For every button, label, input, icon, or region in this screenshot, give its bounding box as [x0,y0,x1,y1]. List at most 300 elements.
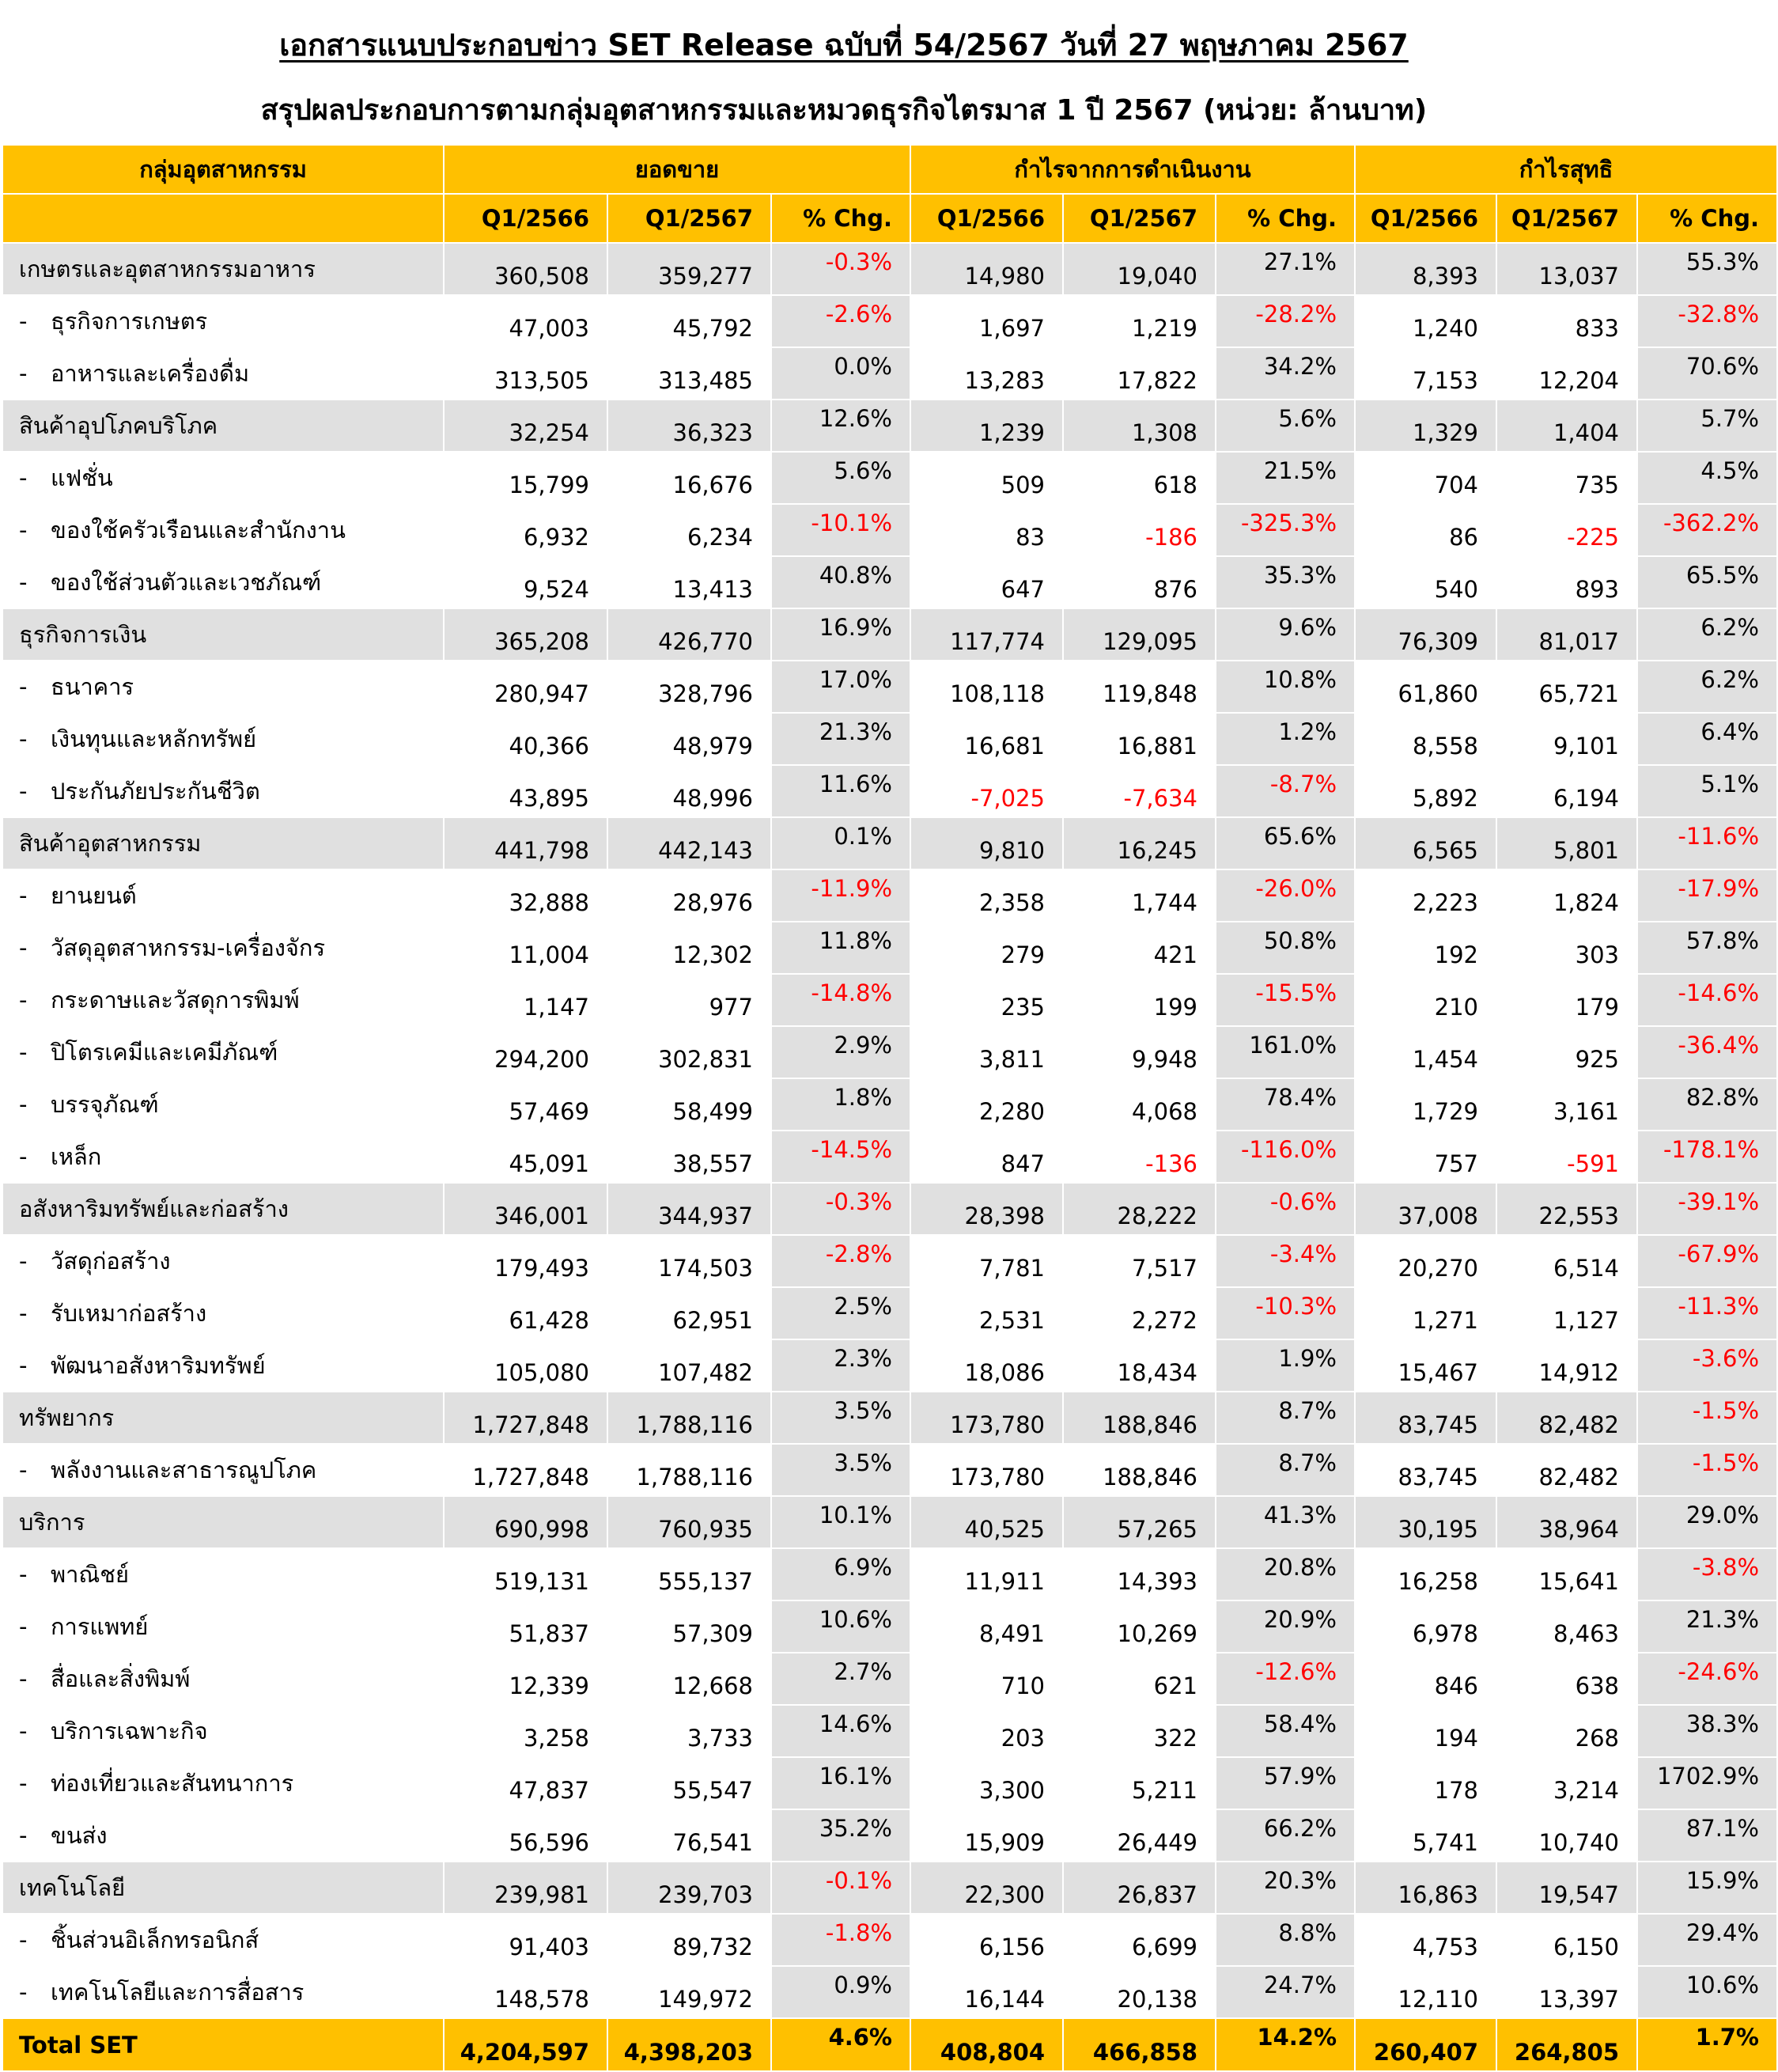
cell-net-q1-2566: 4,753 [1355,1914,1496,1966]
cell-op-q1-2566: 203 [910,1705,1063,1757]
cell-net-q1-2566: 16,863 [1355,1862,1496,1914]
cell-sales-chg: 14.6% [771,1705,910,1757]
row-label-text: ของใช้ส่วนตัวและเวชภัณฑ์ [51,569,322,596]
cell-op-q1-2567: 4,068 [1063,1078,1216,1131]
cell-sales-chg: 2.3% [771,1339,910,1392]
row-label-text: บรรจุภัณฑ์ [51,1091,159,1118]
header-sales-q-prev: Q1/2566 [444,194,607,243]
cell-sales-q1-2566: 4,204,597 [444,2018,607,2071]
row-bullet-dash: - [19,778,28,805]
cell-net-q1-2566: 846 [1355,1653,1496,1705]
cell-op-q1-2567: 17,822 [1063,347,1216,400]
row-label [2,608,444,661]
cell-sales-q1-2566: 47,003 [444,295,607,347]
cell-op-chg: 9.6% [1216,608,1355,661]
cell-sales-chg: 5.6% [771,452,910,504]
cell-op-q1-2566: 1,697 [910,295,1063,347]
cell-sales-q1-2566: 32,888 [444,869,607,922]
cell-net-chg: 6.2% [1637,661,1777,713]
cell-sales-q1-2566: 519,131 [444,1548,607,1600]
cell-net-q1-2567: 893 [1496,556,1637,608]
cell-net-q1-2567: 12,204 [1496,347,1637,400]
cell-sales-chg: 10.1% [771,1496,910,1548]
header-net-chg: % Chg. [1637,194,1777,243]
cell-op-q1-2566: 117,774 [910,608,1063,661]
cell-sales-q1-2567: 1,788,116 [607,1392,771,1444]
cell-sales-q1-2567: 760,935 [607,1496,771,1548]
row-bullet-dash: - [19,1822,28,1849]
cell-net-q1-2567: -225 [1496,504,1637,556]
cell-op-chg: 58.4% [1216,1705,1355,1757]
cell-sales-q1-2567: 4,398,203 [607,2018,771,2071]
subcategory-row [2,1548,1777,1600]
cell-op-q1-2567: 2,272 [1063,1287,1216,1339]
cell-sales-q1-2567: 239,703 [607,1862,771,1914]
row-bullet-dash: - [19,725,28,752]
cell-sales-q1-2566: 105,080 [444,1339,607,1392]
cell-sales-chg: 2.5% [771,1287,910,1339]
cell-op-chg: 57.9% [1216,1757,1355,1809]
cell-net-q1-2566: 178 [1355,1757,1496,1809]
row-label [2,1914,444,1966]
cell-net-q1-2566: 20,270 [1355,1235,1496,1287]
header-op-chg: % Chg. [1216,194,1355,243]
cell-sales-q1-2566: 1,147 [444,974,607,1026]
cell-sales-q1-2566: 12,339 [444,1653,607,1705]
row-bullet-dash: - [19,1143,28,1170]
row-label-text: กระดาษและวัสดุการพิมพ์ [51,987,300,1013]
row-label-text: พาณิชย์ [51,1561,129,1588]
cell-net-q1-2567: -591 [1496,1131,1637,1183]
cell-net-q1-2566: 5,892 [1355,765,1496,817]
cell-op-chg: -12.6% [1216,1653,1355,1705]
row-label-text: ชิ้นส่วนอิเล็กทรอนิกส์ [51,1926,259,1953]
header-net-q-curr: Q1/2567 [1496,194,1637,243]
row-bullet-dash: - [19,1456,28,1483]
row-label-text: วัสดุอุตสาหกรรม-เครื่องจักร [51,934,326,961]
cell-sales-q1-2566: 690,998 [444,1496,607,1548]
cell-sales-chg: 11.6% [771,765,910,817]
cell-net-q1-2567: 13,397 [1496,1966,1637,2018]
row-label-text: ท่องเที่ยวและสันทนาการ [51,1770,294,1797]
cell-net-chg: 1.7% [1637,2018,1777,2071]
cell-op-q1-2567: 14,393 [1063,1548,1216,1600]
cell-sales-chg: 16.9% [771,608,910,661]
cell-sales-q1-2567: 45,792 [607,295,771,347]
cell-net-chg: -36.4% [1637,1026,1777,1078]
cell-op-chg: 8.7% [1216,1444,1355,1496]
cell-net-q1-2567: 638 [1496,1653,1637,1705]
cell-op-chg: -116.0% [1216,1131,1355,1183]
cell-sales-q1-2567: 344,937 [607,1183,771,1235]
cell-sales-q1-2567: 359,277 [607,243,771,295]
cell-sales-chg: 21.3% [771,713,910,765]
subcategory-row [2,922,1777,974]
cell-sales-q1-2567: 555,137 [607,1548,771,1600]
cell-net-q1-2566: 1,240 [1355,295,1496,347]
row-label-text: สื่อและสิ่งพิมพ์ [51,1665,191,1692]
cell-sales-chg: 3.5% [771,1444,910,1496]
cell-net-q1-2567: 82,482 [1496,1444,1637,1496]
cell-net-q1-2567: 13,037 [1496,243,1637,295]
row-label-text: ประกันภัยประกันชีวิต [51,778,260,805]
cell-sales-q1-2567: 28,976 [607,869,771,922]
cell-op-chg: -8.7% [1216,765,1355,817]
row-bullet-dash: - [19,1300,28,1327]
cell-op-q1-2566: 173,780 [910,1392,1063,1444]
cell-net-q1-2566: 6,978 [1355,1600,1496,1653]
cell-op-q1-2567: 28,222 [1063,1183,1216,1235]
cell-op-q1-2566: 83 [910,504,1063,556]
cell-op-q1-2566: 28,398 [910,1183,1063,1235]
cell-op-q1-2567: 26,837 [1063,1862,1216,1914]
header-sales: ยอดขาย [444,145,910,194]
cell-op-q1-2566: 14,980 [910,243,1063,295]
subcategory-row [2,1235,1777,1287]
cell-op-q1-2566: 8,491 [910,1600,1063,1653]
category-row [2,1183,1777,1235]
row-label-text: พัฒนาอสังหาริมทรัพย์ [51,1352,266,1379]
subcategory-row [2,1339,1777,1392]
cell-sales-q1-2566: 6,932 [444,504,607,556]
header-net-q-prev: Q1/2566 [1355,194,1496,243]
row-label [2,1600,444,1653]
cell-net-chg: 5.7% [1637,400,1777,452]
cell-sales-q1-2567: 12,302 [607,922,771,974]
cell-net-q1-2566: 192 [1355,922,1496,974]
cell-op-chg: 65.6% [1216,817,1355,869]
cell-sales-q1-2567: 16,676 [607,452,771,504]
row-label [2,2018,444,2071]
cell-op-chg: 78.4% [1216,1078,1355,1131]
cell-op-q1-2567: -7,634 [1063,765,1216,817]
cell-sales-q1-2566: 32,254 [444,400,607,452]
cell-op-q1-2566: 13,283 [910,347,1063,400]
cell-op-q1-2567: -186 [1063,504,1216,556]
row-label [2,1235,444,1287]
cell-net-q1-2566: 210 [1355,974,1496,1026]
cell-op-chg: -0.6% [1216,1183,1355,1235]
cell-op-q1-2566: 9,810 [910,817,1063,869]
cell-sales-chg: 4.6% [771,2018,910,2071]
cell-net-q1-2566: 61,860 [1355,661,1496,713]
row-label [2,974,444,1026]
total-row [2,2018,1777,2071]
cell-sales-q1-2567: 62,951 [607,1287,771,1339]
cell-sales-q1-2567: 107,482 [607,1339,771,1392]
cell-net-q1-2566: 8,558 [1355,713,1496,765]
cell-net-chg: 57.8% [1637,922,1777,974]
row-label [2,765,444,817]
cell-sales-chg: 2.9% [771,1026,910,1078]
row-label [2,1757,444,1809]
cell-op-chg: 24.7% [1216,1966,1355,2018]
cell-net-q1-2566: 7,153 [1355,347,1496,400]
cell-net-q1-2567: 38,964 [1496,1496,1637,1548]
cell-op-chg: 1.9% [1216,1339,1355,1392]
cell-sales-chg: -11.9% [771,869,910,922]
cell-op-chg: 14.2% [1216,2018,1355,2071]
row-label [2,1809,444,1862]
cell-sales-q1-2567: 48,979 [607,713,771,765]
row-bullet-dash: - [19,1979,28,2006]
row-bullet-dash: - [19,1352,28,1379]
cell-net-chg: -11.3% [1637,1287,1777,1339]
cell-op-q1-2567: 57,265 [1063,1496,1216,1548]
category-row [2,243,1777,295]
row-label-text: บริการเฉพาะกิจ [51,1718,208,1744]
row-label-text: เกษตรและอุตสาหกรรมอาหาร [19,256,316,282]
row-label-text: แฟชั่น [51,464,113,491]
cell-op-chg: 41.3% [1216,1496,1355,1548]
cell-net-q1-2566: 194 [1355,1705,1496,1757]
cell-op-q1-2566: 2,531 [910,1287,1063,1339]
row-label [2,661,444,713]
cell-sales-q1-2567: 149,972 [607,1966,771,2018]
cell-op-q1-2566: 18,086 [910,1339,1063,1392]
cell-op-q1-2567: 18,434 [1063,1339,1216,1392]
cell-net-chg: -178.1% [1637,1131,1777,1183]
cell-sales-q1-2567: 55,547 [607,1757,771,1809]
cell-net-q1-2566: 260,407 [1355,2018,1496,2071]
cell-sales-q1-2566: 148,578 [444,1966,607,2018]
cell-op-q1-2567: 1,744 [1063,869,1216,922]
row-label [2,1496,444,1548]
subcategory-row [2,1444,1777,1496]
cell-net-chg: -39.1% [1637,1183,1777,1235]
row-bullet-dash: - [19,987,28,1013]
cell-op-q1-2567: 10,269 [1063,1600,1216,1653]
document-title: เอกสารแนบประกอบข่าว SET Release ฉบับที่ 54/2567 วันที่ 27 พฤษภาคม 2567 [279,28,1409,63]
cell-sales-q1-2566: 11,004 [444,922,607,974]
subcategory-row [2,1705,1777,1757]
cell-op-chg: 10.8% [1216,661,1355,713]
subcategory-row [2,1809,1777,1862]
results-table [2,144,1778,2072]
row-label-text: ธนาคาร [51,673,134,700]
cell-op-q1-2566: 1,239 [910,400,1063,452]
cell-net-q1-2567: 1,127 [1496,1287,1637,1339]
row-label-text: รับเหมาก่อสร้าง [51,1300,207,1327]
row-label [2,1339,444,1392]
cell-op-q1-2567: 9,948 [1063,1026,1216,1078]
cell-op-q1-2566: 2,358 [910,869,1063,922]
row-label [2,713,444,765]
cell-sales-q1-2566: 61,428 [444,1287,607,1339]
cell-sales-q1-2566: 1,727,848 [444,1444,607,1496]
subcategory-row [2,1287,1777,1339]
cell-sales-chg: -10.1% [771,504,910,556]
cell-op-q1-2566: 15,909 [910,1809,1063,1862]
cell-net-chg: -362.2% [1637,504,1777,556]
cell-net-q1-2566: 1,729 [1355,1078,1496,1131]
cell-net-chg: -67.9% [1637,1235,1777,1287]
cell-sales-q1-2566: 40,366 [444,713,607,765]
row-bullet-dash: - [19,1039,28,1066]
cell-op-q1-2566: 11,911 [910,1548,1063,1600]
cell-sales-q1-2566: 280,947 [444,661,607,713]
cell-op-chg: -325.3% [1216,504,1355,556]
row-label-text: ทรัพยากร [19,1404,115,1431]
cell-sales-q1-2566: 91,403 [444,1914,607,1966]
cell-op-q1-2566: 647 [910,556,1063,608]
cell-op-q1-2567: 16,245 [1063,817,1216,869]
cell-sales-chg: 0.0% [771,347,910,400]
row-label-text: เงินทุนและหลักทรัพย์ [51,725,257,752]
cell-op-q1-2566: 3,300 [910,1757,1063,1809]
cell-op-chg: 66.2% [1216,1809,1355,1862]
cell-net-chg: -32.8% [1637,295,1777,347]
row-bullet-dash: - [19,308,28,335]
row-label [2,1026,444,1078]
cell-op-chg: -28.2% [1216,295,1355,347]
subcategory-row [2,713,1777,765]
cell-sales-q1-2566: 239,981 [444,1862,607,1914]
cell-op-q1-2567: -136 [1063,1131,1216,1183]
cell-op-q1-2567: 1,219 [1063,295,1216,347]
cell-net-q1-2566: 12,110 [1355,1966,1496,2018]
cell-op-q1-2566: 710 [910,1653,1063,1705]
row-label [2,1548,444,1600]
cell-sales-chg: 2.7% [771,1653,910,1705]
subcategory-row [2,1757,1777,1809]
cell-sales-q1-2566: 294,200 [444,1026,607,1078]
cell-net-q1-2567: 65,721 [1496,661,1637,713]
category-row [2,608,1777,661]
header-blank [2,194,444,243]
cell-net-q1-2567: 10,740 [1496,1809,1637,1862]
cell-net-q1-2566: 5,741 [1355,1809,1496,1862]
category-row [2,1392,1777,1444]
cell-op-chg: -26.0% [1216,869,1355,922]
cell-net-q1-2566: 540 [1355,556,1496,608]
cell-net-chg: 21.3% [1637,1600,1777,1653]
cell-sales-q1-2567: 58,499 [607,1078,771,1131]
cell-sales-chg: 12.6% [771,400,910,452]
row-label [2,922,444,974]
cell-net-chg: 82.8% [1637,1078,1777,1131]
cell-sales-chg: 0.1% [771,817,910,869]
cell-sales-q1-2567: 302,831 [607,1026,771,1078]
cell-op-q1-2567: 19,040 [1063,243,1216,295]
cell-sales-q1-2567: 76,541 [607,1809,771,1862]
cell-sales-chg: -0.3% [771,243,910,295]
cell-sales-q1-2567: 57,309 [607,1600,771,1653]
subcategory-row [2,1078,1777,1131]
row-label [2,452,444,504]
row-label [2,504,444,556]
row-bullet-dash: - [19,517,28,544]
subcategory-row [2,452,1777,504]
cell-op-q1-2566: 2,280 [910,1078,1063,1131]
subcategory-row [2,1026,1777,1078]
row-label [2,1444,444,1496]
subcategory-row [2,1653,1777,1705]
cell-sales-chg: 6.9% [771,1548,910,1600]
cell-net-q1-2566: 83,745 [1355,1444,1496,1496]
cell-net-q1-2567: 1,824 [1496,869,1637,922]
subcategory-row [2,661,1777,713]
cell-op-q1-2567: 129,095 [1063,608,1216,661]
cell-op-chg: 20.3% [1216,1862,1355,1914]
cell-op-q1-2567: 199 [1063,974,1216,1026]
cell-net-chg: 87.1% [1637,1809,1777,1862]
row-bullet-dash: - [19,1718,28,1744]
cell-sales-q1-2567: 442,143 [607,817,771,869]
cell-net-chg: 38.3% [1637,1705,1777,1757]
cell-sales-q1-2566: 47,837 [444,1757,607,1809]
row-bullet-dash: - [19,360,28,387]
cell-op-q1-2567: 188,846 [1063,1392,1216,1444]
cell-sales-chg: 16.1% [771,1757,910,1809]
cell-sales-chg: -1.8% [771,1914,910,1966]
row-label-text: เทคโนโลยีและการสื่อสาร [51,1979,305,2006]
cell-op-chg: 50.8% [1216,922,1355,974]
cell-sales-q1-2566: 43,895 [444,765,607,817]
cell-net-chg: -3.6% [1637,1339,1777,1392]
header-sales-q-curr: Q1/2567 [607,194,771,243]
cell-sales-q1-2566: 346,001 [444,1183,607,1235]
cell-sales-q1-2566: 9,524 [444,556,607,608]
row-label [2,1966,444,2018]
row-label [2,1705,444,1757]
row-label [2,400,444,452]
cell-op-q1-2566: 16,681 [910,713,1063,765]
cell-net-q1-2566: 2,223 [1355,869,1496,922]
cell-sales-q1-2566: 441,798 [444,817,607,869]
cell-net-chg: 10.6% [1637,1966,1777,2018]
cell-sales-q1-2567: 36,323 [607,400,771,452]
cell-sales-q1-2567: 328,796 [607,661,771,713]
row-bullet-dash: - [19,1926,28,1953]
cell-sales-chg: 35.2% [771,1809,910,1862]
row-label-text: ยานยนต์ [51,882,137,909]
cell-op-q1-2567: 876 [1063,556,1216,608]
cell-sales-q1-2566: 313,505 [444,347,607,400]
subcategory-row [2,1966,1777,2018]
cell-sales-q1-2566: 179,493 [444,1235,607,1287]
cell-net-q1-2567: 3,161 [1496,1078,1637,1131]
cell-sales-chg: 17.0% [771,661,910,713]
category-row [2,400,1777,452]
cell-op-chg: 34.2% [1216,347,1355,400]
row-bullet-dash: - [19,882,28,909]
cell-net-chg: 55.3% [1637,243,1777,295]
cell-net-q1-2567: 6,194 [1496,765,1637,817]
cell-sales-chg: 0.9% [771,1966,910,2018]
row-label-text: ปิโตรเคมีและเคมีภัณฑ์ [51,1039,278,1066]
header-row-groups [2,145,1777,194]
cell-sales-q1-2567: 313,485 [607,347,771,400]
cell-op-chg: 35.3% [1216,556,1355,608]
cell-net-q1-2566: 30,195 [1355,1496,1496,1548]
cell-op-q1-2567: 26,449 [1063,1809,1216,1862]
cell-sales-chg: -2.6% [771,295,910,347]
document-subtitle: สรุปผลประกอบการตามกลุ่มอุตสาหกรรมและหมวดธุรกิจไตรมาส 1 ปี 2567 (หน่วย: ล้านบาท) [260,94,1428,127]
cell-sales-q1-2567: 38,557 [607,1131,771,1183]
cell-net-q1-2567: 303 [1496,922,1637,974]
row-bullet-dash: - [19,1561,28,1588]
row-label [2,1653,444,1705]
row-label [2,1392,444,1444]
subcategory-row [2,504,1777,556]
header-row-periods [2,194,1777,243]
cell-net-q1-2566: 37,008 [1355,1183,1496,1235]
cell-sales-q1-2566: 360,508 [444,243,607,295]
cell-op-q1-2566: 279 [910,922,1063,974]
cell-op-q1-2567: 5,211 [1063,1757,1216,1809]
row-label-text: เหล็ก [51,1143,102,1170]
